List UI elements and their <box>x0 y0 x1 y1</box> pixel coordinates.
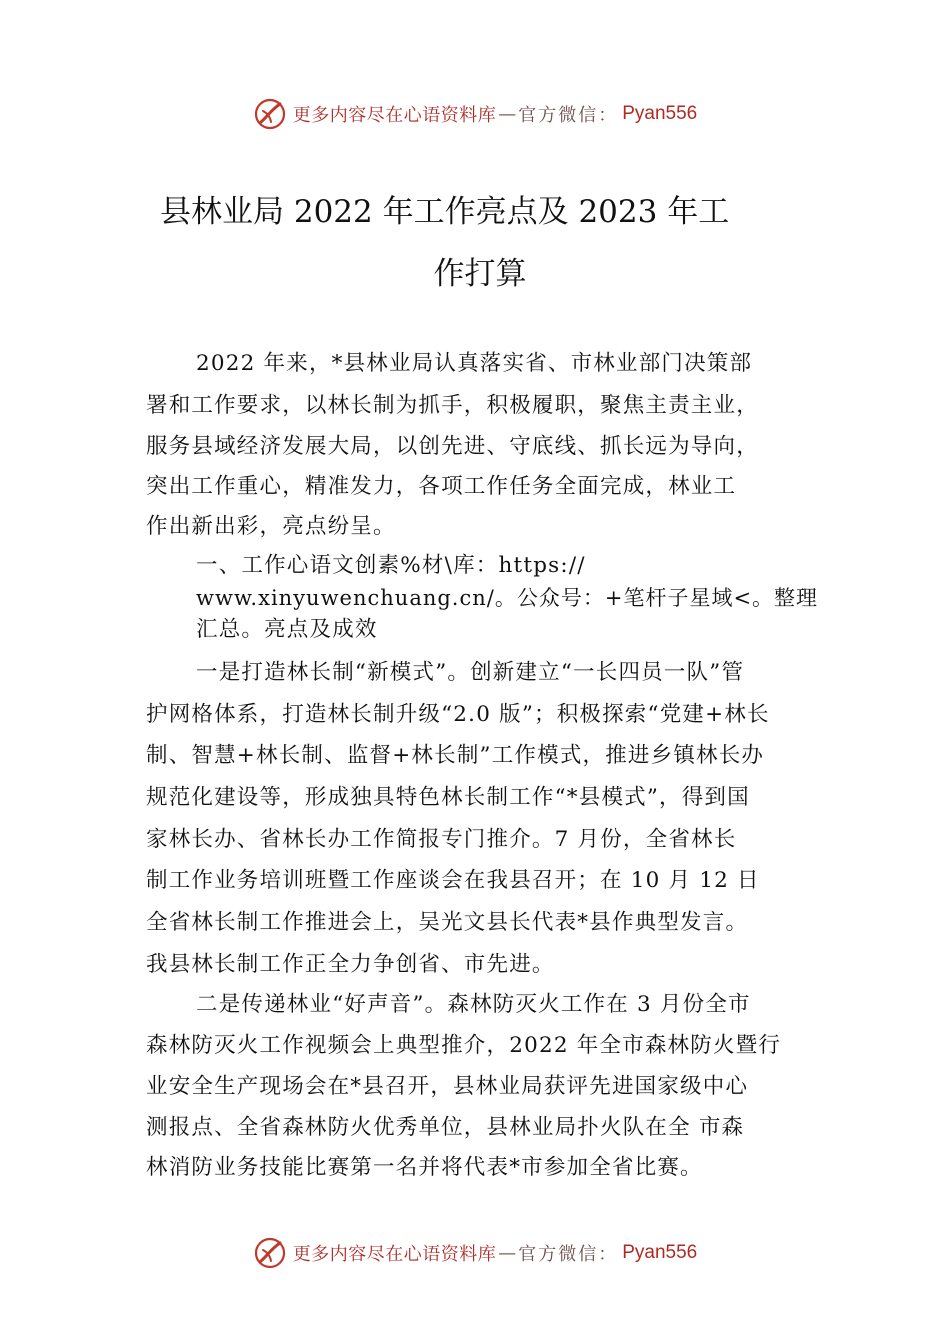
body-line: 2022 年来，*县林业局认真落实省、市林业部门决策部 <box>196 351 753 376</box>
body-line: 我县林长制工作正全力争创省、市先进。 <box>146 952 555 977</box>
body-line: 一是打造林长制“新模式”。创新建立“一长四员一队”管 <box>196 660 745 685</box>
body-line: 制工作业务培训班暨工作座谈会在我县召开；在 10 月 12 日 <box>146 868 760 893</box>
body-line: 突出工作重心，精准发力，各项工作任务全面完成，林业工 <box>146 474 737 499</box>
body-line: 署和工作要求，以林长制为抓手，积极履职，聚焦主责主业， <box>146 393 759 418</box>
document-title-line-1: 县林业局 2022 年工作亮点及 2023 年工 <box>160 194 730 230</box>
brush-logo-icon <box>253 1236 287 1270</box>
footer-watermark <box>0 1233 950 1273</box>
watermark-official-label: 官方微信： <box>518 1244 619 1265</box>
body-line: 服务县域经济发展大局，以创先进、守底线、抓长远为导向， <box>146 434 759 459</box>
body-line: 森林防灭火工作视频会上典型推介，2022 年全市森林防火暨行 <box>146 1033 782 1058</box>
body-line: 作出新出彩，亮点纷呈。 <box>146 514 396 539</box>
brush-logo-icon <box>253 97 287 131</box>
body-line: 家林长办、省林长办工作简报专门推介。7 月份，全省林长 <box>146 827 737 852</box>
body-line: 二是传递林业“好声音”。森林防灭火工作在 3 月份全市 <box>196 992 751 1017</box>
section-heading-line: 一、工作心语文创素%材\库：https:// <box>196 553 586 578</box>
body-line: 护网格体系，打造林长制升级“2.0 版”；积极探索“党建+林长 <box>146 702 770 727</box>
watermark-wechat-id: Pyan556 <box>622 1242 698 1263</box>
body-line: 林消防业务技能比赛第一名并将代表*市参加全省比赛。 <box>146 1155 703 1180</box>
watermark-official-label: 官方微信： <box>518 105 619 126</box>
section-heading-line: www.xinyuwenchuang.cn/。公众号：+笔杆子星域<。整理 <box>196 586 819 610</box>
body-line: 测报点、全省森林防火优秀单位，县林业局扑火队在全 市森 <box>146 1115 745 1140</box>
watermark-wechat-id: Pyan556 <box>622 103 698 124</box>
watermark-text: 更多内容尽在心语资料库 <box>292 105 497 126</box>
header-watermark <box>0 94 950 134</box>
body-line: 全省林长制工作推进会上，吴光文县长代表*县作典型发言。 <box>146 910 749 935</box>
body-line: 制、智慧+林长制、监督+林长制”工作模式，推进乡镇林长办 <box>146 743 765 768</box>
document-title-line-2: 作打算 <box>433 256 527 292</box>
watermark-dash: — <box>498 103 517 125</box>
section-heading-line: 汇总。亮点及成效 <box>196 617 378 642</box>
body-line: 规范化建设等，形成独具特色林长制工作“*县模式”，得到国 <box>146 785 750 810</box>
watermark-dash: — <box>498 1242 517 1264</box>
watermark-text: 更多内容尽在心语资料库 <box>292 1244 497 1265</box>
body-line: 业安全生产现场会在*县召开，县林业局获评先进国家级中心 <box>146 1074 749 1099</box>
